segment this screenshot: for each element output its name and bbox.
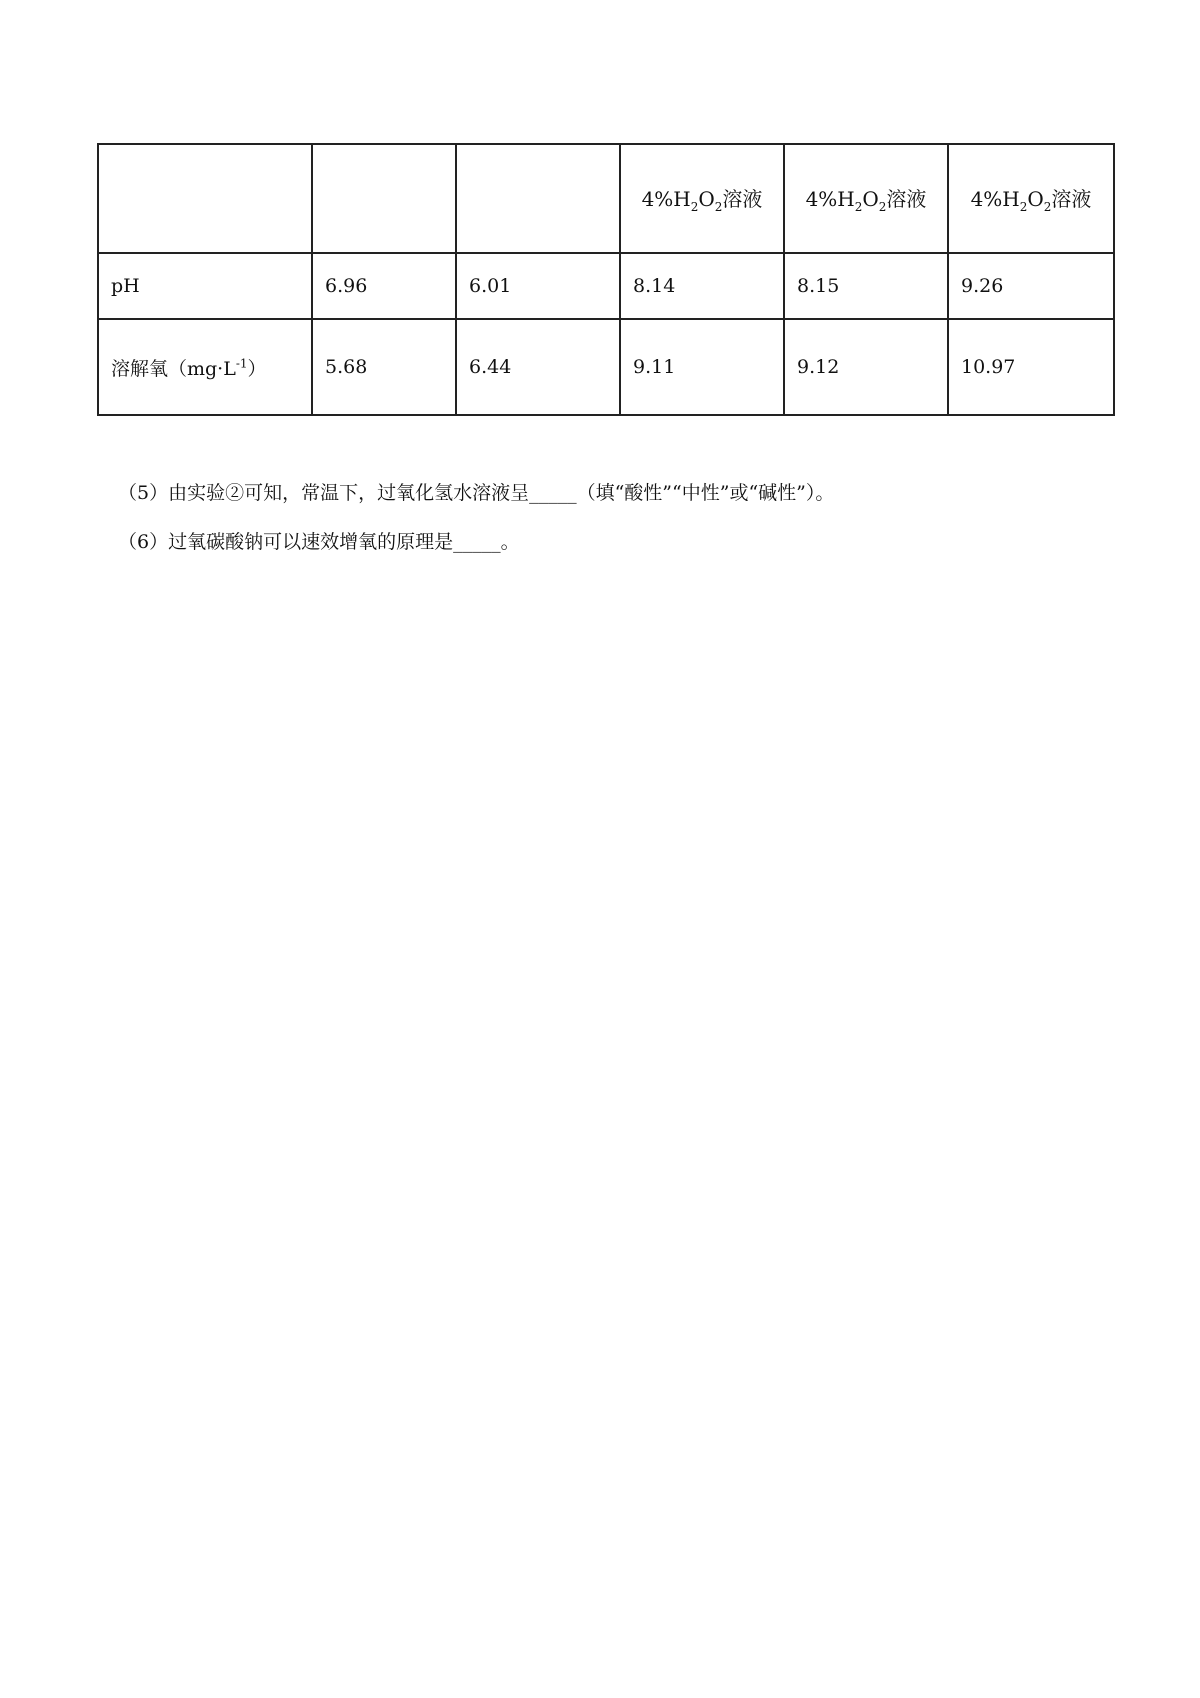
table-cell: 8.15 <box>784 253 948 319</box>
row-label-dissolved-oxygen: 溶解氧$(mg\cdot L^{-1})$ <box>98 319 312 415</box>
header-cell-empty-3 <box>456 144 620 253</box>
table-row-ph <box>98 253 1114 319</box>
table-cell: 10.97 <box>948 319 1114 415</box>
table-cell: 6.01 <box>456 253 620 319</box>
data-table <box>97 143 1115 416</box>
table-cell: 8.14 <box>620 253 784 319</box>
header-cell-col4: $4\%H_2O_2$溶液 <box>620 144 784 253</box>
table-cell: 9.11 <box>620 319 784 415</box>
table-header-row <box>98 144 1114 253</box>
header-cell-col6: $4\%H_2O_2$溶液 <box>948 144 1114 253</box>
header-cell-empty-1 <box>98 144 312 253</box>
row-label-ph: pH <box>98 253 312 319</box>
table-row-dissolved-oxygen <box>98 319 1114 415</box>
question-5: （5）由实验②可知，常温下，过氧化氢水溶液呈_____（填“酸性”“中性”或“碱性”）。 <box>118 482 835 504</box>
header-cell-col5: $4\%H_2O_2$溶液 <box>784 144 948 253</box>
table-cell: 9.12 <box>784 319 948 415</box>
question-6: （6）过氧碳酸钠可以速效增氧的原理是_____。 <box>118 531 520 553</box>
table-cell: 6.96 <box>312 253 456 319</box>
table-cell: 6.44 <box>456 319 620 415</box>
table-cell: 5.68 <box>312 319 456 415</box>
header-cell-empty-2 <box>312 144 456 253</box>
table-cell: 9.26 <box>948 253 1114 319</box>
